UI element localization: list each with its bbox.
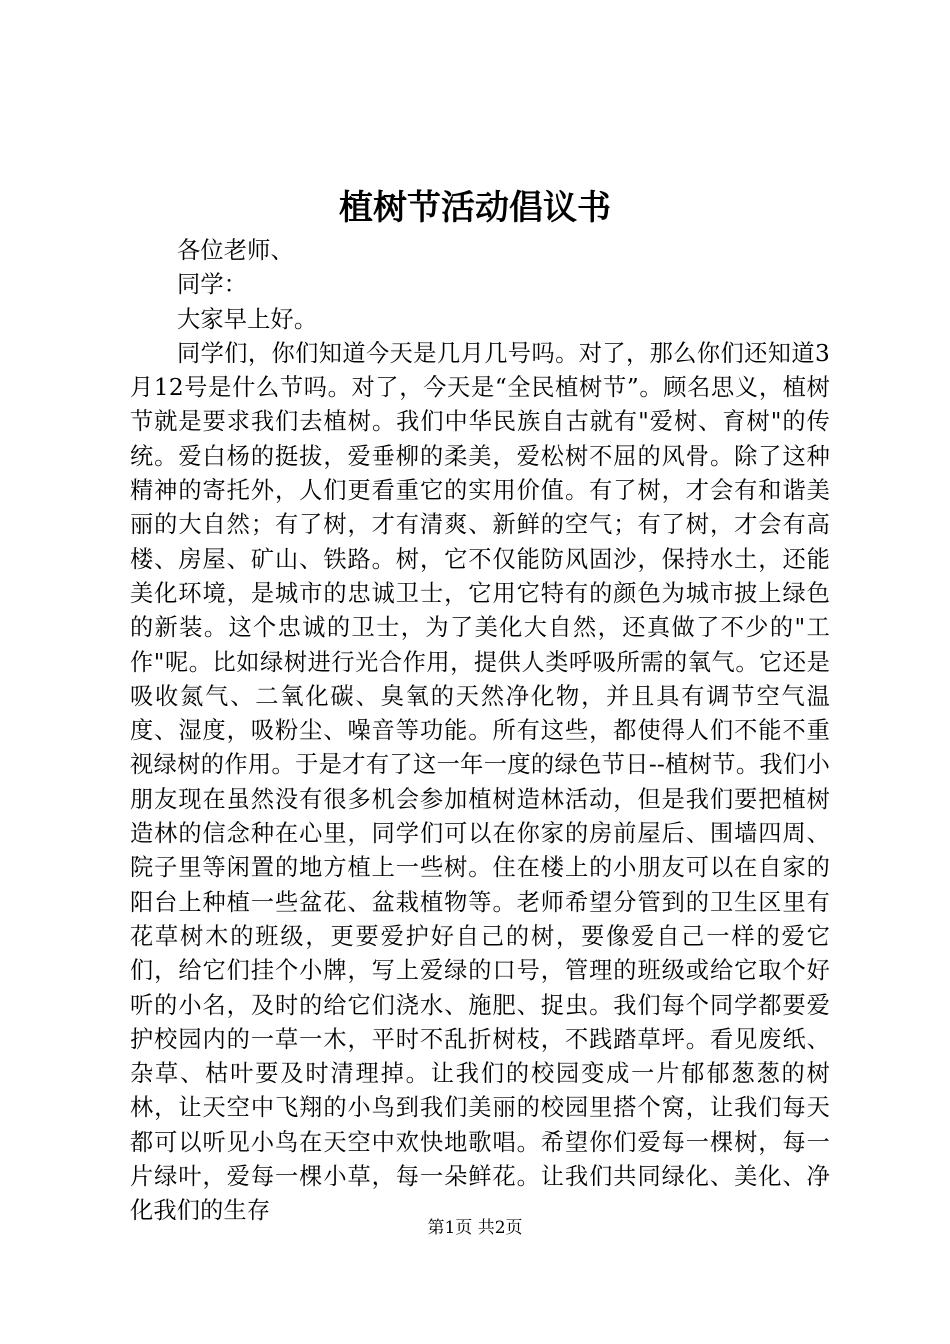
page-footer: 第1页 共2页 [427,1218,523,1238]
document-title: 植树节活动倡议书 [339,188,611,228]
document-body [130,234,830,1229]
greeting: 大家早上好。 [177,305,318,333]
salutation-teachers: 各位老师、 [177,237,294,264]
salutation-students: 同学： [177,271,248,299]
body-paragraph: 同学们，你们知道今天是几月几号吗。对了，那么你们还知道3月12号是什么节吗。对了，今天是“全民植树节”。顾名思义，植树节就是要求我们去植树。我们中华民族自古就有"爱树、育树"的传统。爱白杨的挺拔，爱垂柳的柔美，爱松树不屈的风骨。除了这种精神的寄托外，人们更看重它的实用价值。有了树，才会有和谐美丽的大自然；有了树，才有清爽、新鲜的空气；有了树，才会有高楼、房屋、矿山、铁路。树，它不仅能防风固沙，保持水土，还能美化环境，是城市的忠诚卫士，它用它特有的颜色为城市披上绿色的新装。这个忠诚的卫士，为了美化大自然，还真做了不少的"工作"呢。比如绿树进行光合作用，提供人类呼吸所需的氧气。它还是吸收氮气、二氧化碳、臭氧的天然净化物，并且具有调节空气温度、湿度，吸粉尘、噪音等功能。所有这些，都使得人们不能不重视绿树的作用。于是才有了这一年一度的绿色节日--植树节。我们小朋友现在虽然没有很多机会参加植树造林活动，但是我们要把植树造林的信念种在心里，同学们可以在你家的房前屋后、围墙四周、院子里等闲置的地方植上一些树。住在楼上的小朋友可以在自家的阳台上种植一些盆花、盆栽植物等。老师希望分管到的卫生区里有花草树木的班级，更要爱护好自己的树，要像爱自己一样的爱它们，给它们挂个小牌，写上爱绿的口号，管理的班级或给它取个好听的小名，及时的给它们浇水、施肥、捉虫。我们每个同学都要爱护校园内的一草一木，平时不乱折树枝，不践踏草坪。看见废纸、杂草、枯叶要及时清理掉。让我们的校园变成一片郁郁葱葱的树林，让天空中飞翔的小鸟到我们美丽的校园里搭个窝，让我们每天都可以听见小鸟在天空中欢快地歌唱。希望你们爱每一棵树，每一片绿叶，爱每一棵小草，每一朵鲜花。让我们共同绿化、美化、净化我们的生存 [130,339,830,1225]
